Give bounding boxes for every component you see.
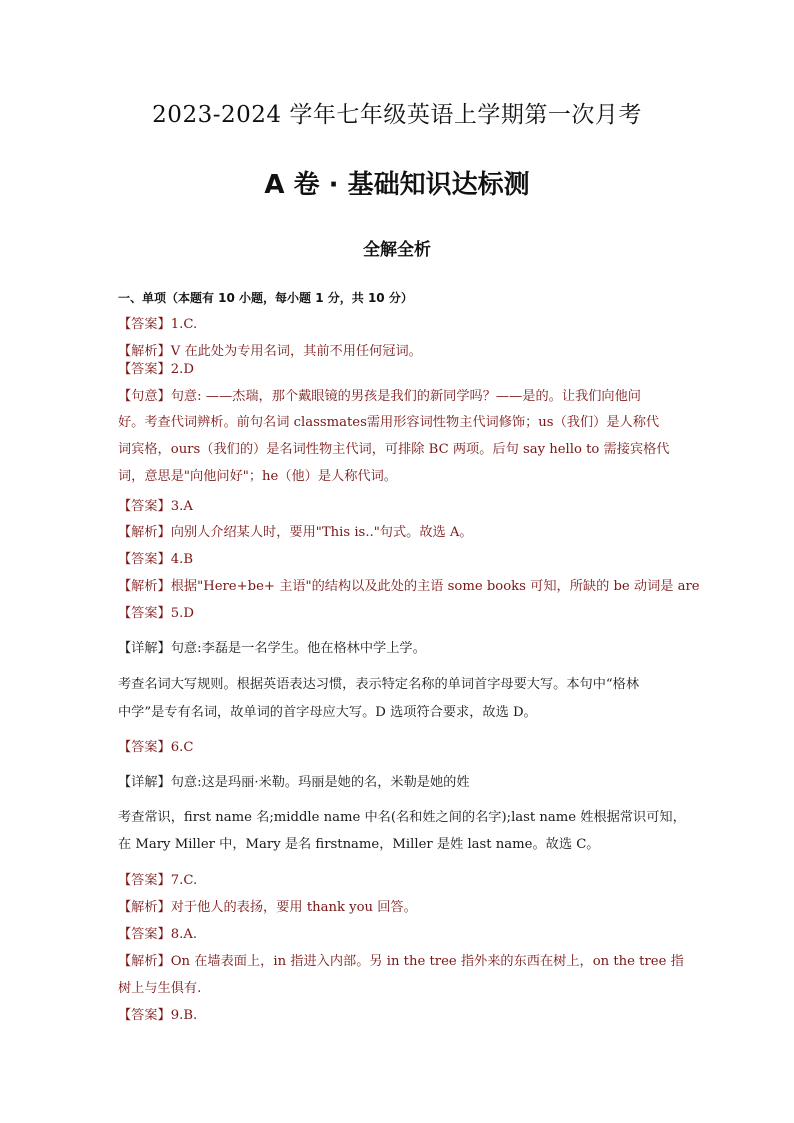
- detail-line: 考查常识，first name 名;middle name 中名(名和姓之间的名字);last name 姓根据常识可知，: [118, 810, 686, 825]
- detail-line: 考查名词大写规则。根据英语表达习惯，表示特定名称的单词首字母要大写。本句中“格林: [118, 677, 640, 692]
- analysis-line: 【解析】根据"Here+be+ 主语"的结构以及此处的主语 some books 可知，所缺的 be 动词是 are: [118, 579, 700, 594]
- section-heading: 一、单项（本题有 10 小题，每小题 1 分，共 10 分）: [118, 291, 413, 305]
- answer-line: 【答案】1.C.: [118, 317, 198, 332]
- detail-line: 【详解】句意:这是玛丽·米勒。玛丽是她的名，米勒是她的姓: [118, 775, 470, 790]
- document-subtitle: A 卷 · 基础知识达标测: [264, 170, 530, 200]
- answer-line: 【答案】7.C.: [118, 873, 198, 888]
- answer-line: 【答案】9.B.: [118, 1008, 198, 1023]
- answer-line: 【答案】2.D: [118, 362, 194, 377]
- answer-line: 【答案】6.C: [118, 740, 194, 755]
- answer-line: 【答案】8.A.: [118, 927, 198, 942]
- analysis-line: 【解析】On 在墙表面上，in 指进入内部。另 in the tree 指外来的东西在树上，on the tree 指: [118, 954, 684, 969]
- answer-heading: 全解全析: [363, 240, 431, 260]
- analysis-line: 【句意】句意: ——杰瑞，那个戴眼镜的男孩是我们的新同学吗？——是的。让我们向他问: [118, 389, 641, 404]
- analysis-line: 【解析】V 在此处为专用名词，其前不用任何冠词。: [118, 344, 422, 359]
- document-title: 2023-2024 学年七年级英语上学期第一次月考: [152, 102, 642, 128]
- analysis-line: 树上与生俱有.: [118, 981, 202, 996]
- answer-line: 【答案】4.B: [118, 552, 194, 567]
- analysis-line: 【解析】对于他人的表扬，要用 thank you 回答。: [118, 900, 417, 915]
- detail-line: 中学”是专有名词，故单词的首字母应大写。D 选项符合要求，故选 D。: [118, 705, 537, 720]
- answer-line: 【答案】3.A: [118, 499, 193, 514]
- analysis-line: 词，意思是"向他问好"；he（他）是人称代词。: [118, 469, 397, 484]
- detail-line: 【详解】句意:李磊是一名学生。他在格林中学上学。: [118, 641, 426, 656]
- analysis-line: 【解析】向别人介绍某人时，要用"This is.."句式。故选 A。: [118, 525, 473, 540]
- analysis-line: 好。考查代词辨析。前句名词 classmates需用形容词性物主代词修饰；us（我们）是人称代: [118, 415, 660, 430]
- answer-line: 【答案】5.D: [118, 606, 194, 621]
- detail-line: 在 Mary Miller 中，Mary 是名 firstname，Miller 是姓 last name。故选 C。: [118, 837, 600, 852]
- analysis-line: 词宾格，ours（我们的）是名词性物主代词，可排除 BC 两项。后句 say hello to 需接宾格代: [118, 442, 670, 457]
